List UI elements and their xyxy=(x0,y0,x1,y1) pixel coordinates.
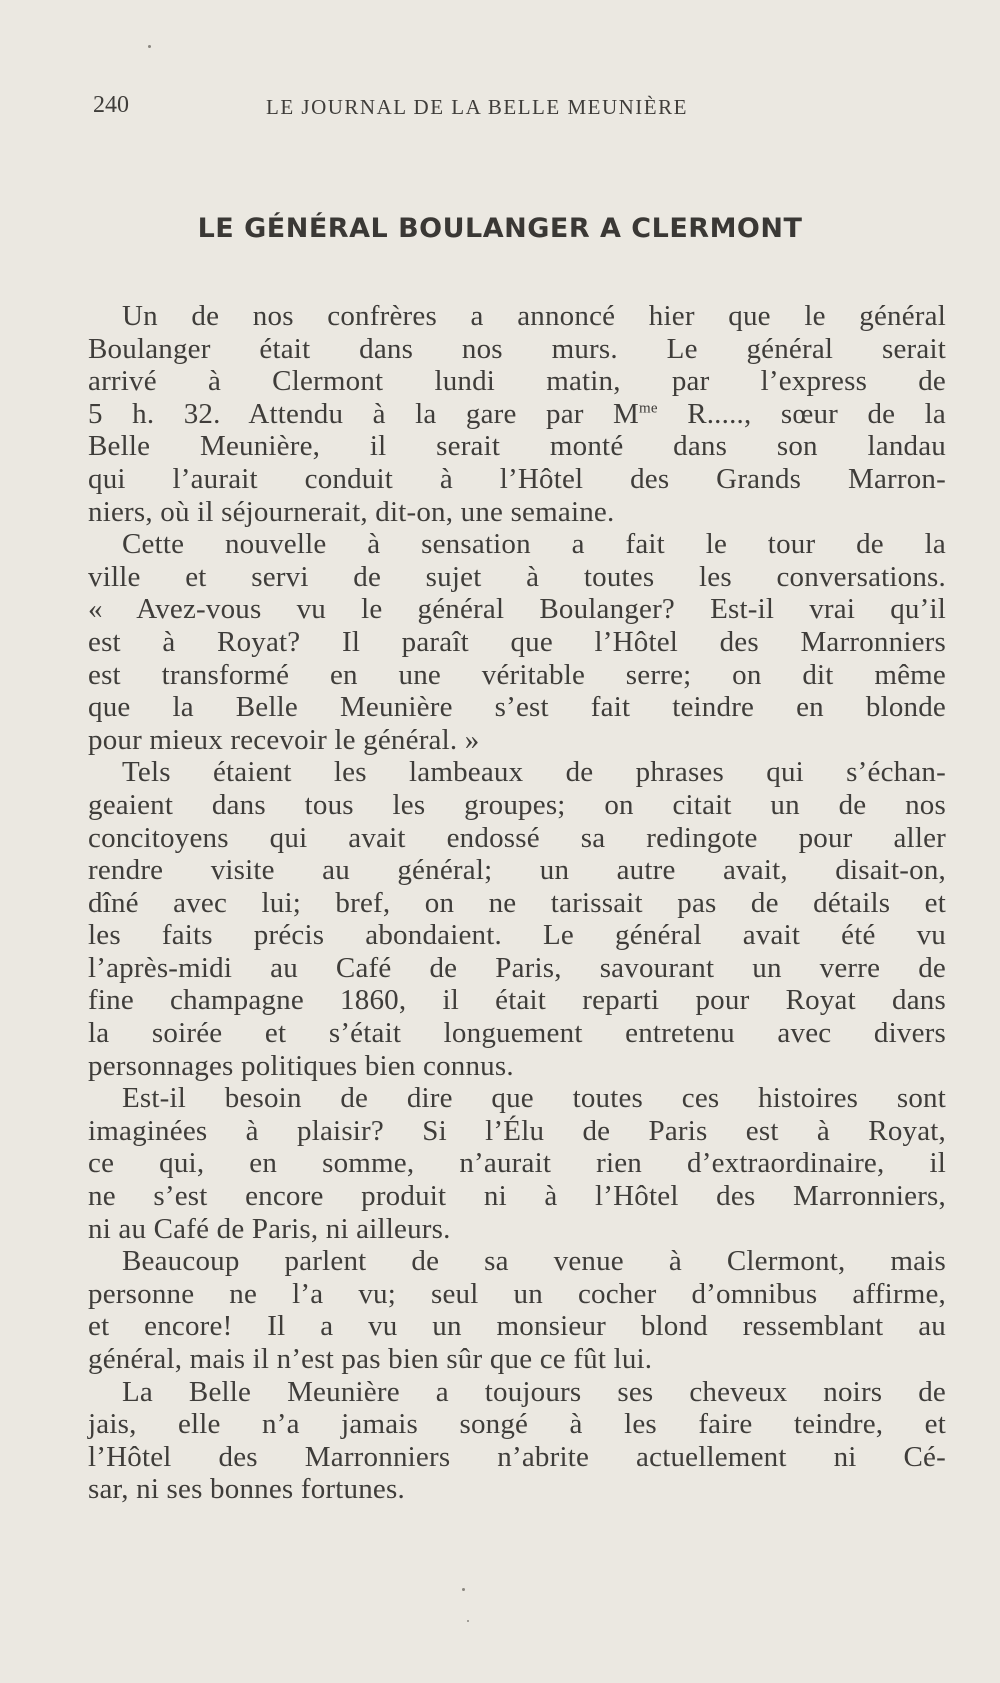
text-line: arrivé à Clermont lundi matin, par l’express de xyxy=(88,365,946,398)
article-title: LE GÉNÉRAL BOULANGER A CLERMONT xyxy=(197,213,803,244)
text-line: Beaucoup parlent de sa venue à Clermont, mais xyxy=(122,1245,946,1278)
text-line: l’Hôtel des Marronniers n’abrite actuellement ni Cé- xyxy=(88,1440,946,1473)
text-line: les faits précis abondaient. Le général avait été vu xyxy=(88,919,946,952)
text-line: Belle Meunière, il serait monté dans son landau xyxy=(88,430,946,463)
text-line: jais, elle n’a jamais songé à les faire teindre, et xyxy=(88,1408,946,1441)
text-line: personne ne l’a vu; seul un cocher d’omnibus affirme, xyxy=(88,1277,946,1310)
text-line: et encore! Il a vu un monsieur blond ressemblant au xyxy=(88,1310,946,1343)
page-number: 240 xyxy=(93,92,129,118)
text-line: ce qui, en somme, n’aurait rien d’extraordinaire, il xyxy=(88,1147,946,1180)
paragraph xyxy=(88,756,946,1082)
paragraph xyxy=(88,300,946,528)
text-line: est à Royat? Il paraît que l’Hôtel des Marronniers xyxy=(88,625,946,658)
text-line: ni au Café de Paris, ni ailleurs. xyxy=(88,1212,451,1245)
text-line: qui l’aurait conduit à l’Hôtel des Grands Marron- xyxy=(88,462,946,495)
text-line: l’après-midi au Café de Paris, savourant un verre de xyxy=(88,951,946,984)
article-body xyxy=(88,300,946,1506)
text-line: est transformé en une véritable serre; on dit même xyxy=(88,658,946,691)
text-line: imaginées à plaisir? Si l’Élu de Paris est à Royat, xyxy=(88,1114,946,1147)
text-line: Un de nos confrères a annoncé hier que le général xyxy=(122,300,946,332)
text-line: Boulanger était dans nos murs. Le général serait xyxy=(88,332,946,365)
text-line: fine champagne 1860, il était reparti pour Royat dans xyxy=(88,984,946,1017)
text-line: La Belle Meunière a toujours ses cheveux noirs de xyxy=(122,1375,946,1408)
text-line: Cette nouvelle à sensation a fait le tour de la xyxy=(122,528,946,561)
print-speck xyxy=(467,1620,469,1622)
text-line: niers, où il séjournerait, dit-on, une semaine. xyxy=(88,495,615,528)
running-title: LE JOURNAL DE LA BELLE MEUNIÈRE xyxy=(266,95,688,119)
text-line: la soirée et s’était longuement entretenu avec divers xyxy=(88,1017,946,1050)
text-line: pour mieux recevoir le général. » xyxy=(88,723,480,756)
text-line: Tels étaient les lambeaux de phrases qui s’échan- xyxy=(122,756,946,789)
text-line: « Avez-vous vu le général Boulanger? Est-il vrai qu’il xyxy=(88,593,946,626)
text-line: ville et servi de sujet à toutes les conversations. xyxy=(88,560,946,593)
text-line: 5 h. 32. Attendu à la gare par $M^{me}$ R....., sœur de la xyxy=(88,397,946,430)
paragraph xyxy=(88,1376,946,1506)
text-line: concitoyens qui avait endossé sa redingote pour aller xyxy=(88,821,946,854)
running-header xyxy=(93,92,773,122)
text-line: geaient dans tous les groupes; on citait un de nos xyxy=(88,788,946,821)
text-line: général, mais il n’est pas bien sûr que ce fût lui. xyxy=(88,1343,653,1375)
text-line: Est-il besoin de dire que toutes ces histoires sont xyxy=(122,1082,946,1115)
text-line: rendre visite au général; un autre avait, disait-on, xyxy=(88,854,946,887)
text-line: que la Belle Meunière s’est fait teindre en blonde xyxy=(88,691,946,724)
paragraph xyxy=(88,528,946,756)
text-line: sar, ni ses bonnes fortunes. xyxy=(88,1473,405,1506)
print-speck xyxy=(148,45,151,48)
text-line: personnages politiques bien connus. xyxy=(88,1049,514,1082)
paragraph xyxy=(88,1082,946,1245)
paragraph xyxy=(88,1245,946,1375)
text-line: ne s’est encore produit ni à l’Hôtel des Marronniers, xyxy=(88,1180,946,1213)
text-line: dîné avec lui; bref, on ne tarissait pas de détails et xyxy=(88,886,946,919)
print-speck xyxy=(462,1588,465,1591)
